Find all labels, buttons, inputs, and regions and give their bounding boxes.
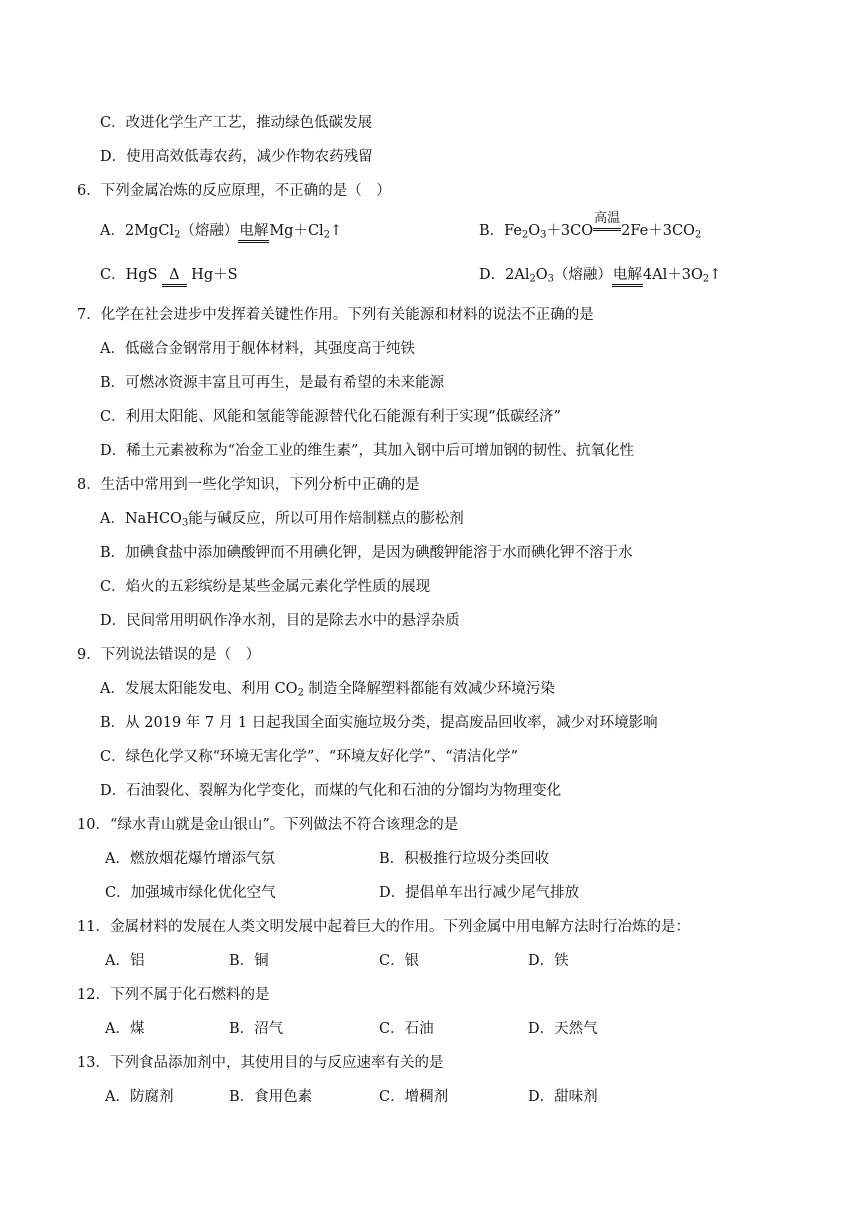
- q9-option-b: B．从 2019 年 7 月 1 日起我国全面实施垃圾分类，提高废品回收率，减少对环境影响: [100, 715, 658, 731]
- q6-c-condition: Δ: [162, 267, 186, 287]
- q5-option-d: D．使用高效低毒农药，减少作物农药残留: [100, 149, 373, 165]
- q8-option-c: C．焰火的五彩缤纷是某些金属元素化学性质的展现: [100, 579, 431, 595]
- q11-option-b: B．铜: [229, 953, 269, 969]
- q12-option-b: B．沼气: [229, 1021, 284, 1037]
- q12-option-c: C．石油: [379, 1021, 434, 1037]
- q6-d-condition: 电解: [612, 267, 643, 287]
- q12-stem: 12．下列不属于化石燃料的是: [77, 987, 270, 1003]
- q7-option-d: D．稀土元素被称为“冶金工业的维生素”，其加入钢中后可增加钢的韧性、抗氧化性: [100, 443, 634, 459]
- q13-stem: 13．下列食品添加剂中，其使用目的与反应速率有关的是: [77, 1055, 444, 1071]
- q6-a-condition: 电解: [238, 223, 269, 243]
- q9-stem: 9．下列说法错误的是（ ）: [77, 647, 261, 663]
- q7-option-c: C．利用太阳能、风能和氢能等能源替代化石能源有利于实现“低碳经济”: [100, 409, 561, 425]
- q10-option-c: C．加强城市绿化优化空气: [105, 885, 276, 901]
- q6-option-c: C．HgS Δ Hg＋S D．$2Al_2O_3$（熔融）电解$4Al+3O_2↑$: [100, 263, 238, 287]
- q7-option-a: A．低磁合金钢常用于舰体材料，其强度高于纯铁: [100, 341, 415, 357]
- q13-option-d: D．甜味剂: [528, 1089, 598, 1105]
- q9-option-d: D．石油裂化、裂解为化学变化，而煤的气化和石油的分馏均为物理变化: [100, 783, 562, 799]
- q7-stem: 7．化学在社会进步中发挥着关键性作用。下列有关能源和材料的说法不正确的是: [77, 307, 594, 323]
- q9-option-a: A．发展太阳能发电、利用 $CO_2$ 制造全降解塑料都能有效减少环境污染: [100, 681, 555, 699]
- q8-option-d: D．民间常用明矾作净水剂，目的是除去水中的悬浮杂质: [100, 613, 460, 629]
- q10-stem: 10．“绿水青山就是金山银山”。下列做法不符合该理念的是: [77, 817, 459, 833]
- q10-option-b: B．积极推行垃圾分类回收: [379, 851, 550, 867]
- q8-stem: 8．生活中常用到一些化学知识，下列分析中正确的是: [77, 477, 420, 493]
- q13-option-c: C．增稠剂: [379, 1089, 449, 1105]
- q9-option-c: C．绿色化学又称“环境无害化学”、“环境友好化学”、“清洁化学”: [100, 749, 519, 765]
- q7-option-b: B．可燃冰资源丰富且可再生，是最有希望的未来能源: [100, 375, 445, 391]
- q13-option-b: B．食用色素: [229, 1089, 313, 1105]
- q13-option-a: A．防腐剂: [105, 1089, 174, 1105]
- q6-stem: 6．下列金属冶炼的反应原理，不正确的是（ ）: [77, 183, 391, 199]
- q11-option-a: A．铝: [105, 953, 145, 969]
- q8-option-a: A．NaHCO$_3$能与碱反应，所以可用作焙制糕点的膨松剂: [100, 511, 464, 529]
- q6-a-label: A．2MgCl: [100, 223, 175, 239]
- q11-option-d: D．铁: [528, 953, 569, 969]
- q10-option-d: D．提倡单车出行减少尾气排放: [379, 885, 580, 901]
- q12-option-d: D．天然气: [528, 1021, 598, 1037]
- q5-option-c: C．改进化学生产工艺，推动绿色低碳发展: [100, 115, 373, 131]
- q12-option-a: A．煤: [105, 1021, 145, 1037]
- q11-stem: 11．金属材料的发展在人类文明发展中起着巨大的作用。下列金属中用电解方法时行冶炼的是：: [77, 919, 690, 935]
- q10-option-a: A．燃放烟花爆竹增添气氛: [105, 851, 275, 867]
- q6-option-d: D．$2Al_2O_3$（熔融）电解$4Al+3O_2↑$: [479, 263, 721, 287]
- q6-option-a: A．2MgCl$_2$（熔融）电解$Mg+Cl_2↑$ B．$Fe_2O_3+3CO$ 高温 $2Fe+3CO_2$: [100, 219, 342, 243]
- q8-option-b: B．加碘食盐中添加碘酸钾而不用碘化钾，是因为碘酸钾能溶于水而碘化钾不溶于水: [100, 545, 633, 561]
- q6-b-condition: 高温: [593, 223, 621, 239]
- q6-option-b: B．$Fe_2O_3+3CO$ 高温 $2Fe+3CO_2$: [479, 211, 702, 241]
- q11-option-c: C．银: [379, 953, 420, 969]
